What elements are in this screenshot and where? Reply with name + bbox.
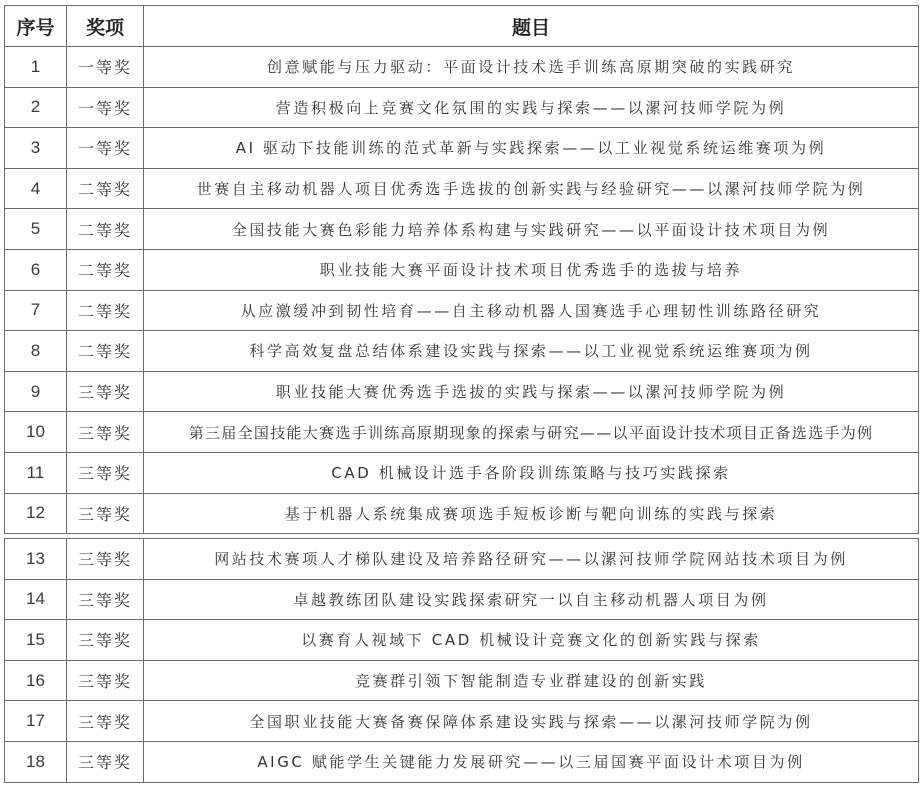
row-index: 10 xyxy=(5,412,67,453)
row-award: 三等奖 xyxy=(67,741,144,782)
table-row xyxy=(5,331,919,372)
row-title: 世赛自主移动机器人项目优秀选手选拔的创新实践与经验研究——以漯河技师学院为例 xyxy=(144,168,919,209)
row-title: 从应激缓冲到韧性培育——自主移动机器人国赛选手心理韧性训练路径研究 xyxy=(144,290,919,331)
header-index: 序号 xyxy=(5,6,67,47)
row-award: 三等奖 xyxy=(67,371,144,412)
row-index: 15 xyxy=(5,620,67,661)
row-title: AI 驱动下技能训练的范式革新与实践探索——以工业视觉系统运维赛项为例 xyxy=(144,128,919,169)
table-row xyxy=(5,741,919,782)
row-title: 全国职业技能大赛备赛保障体系建设实践与探索——以漯河技师学院为例 xyxy=(144,701,919,742)
row-award: 二等奖 xyxy=(67,290,144,331)
row-award: 三等奖 xyxy=(67,620,144,661)
table-row xyxy=(5,168,919,209)
row-index: 5 xyxy=(5,209,67,250)
row-award: 二等奖 xyxy=(67,249,144,290)
row-award: 三等奖 xyxy=(67,660,144,701)
row-title: 职业技能大赛平面设计技术项目优秀选手的选拔与培养 xyxy=(144,249,919,290)
table-row xyxy=(5,493,919,534)
table-row xyxy=(5,701,919,742)
table-row xyxy=(5,47,919,88)
row-award: 一等奖 xyxy=(67,87,144,128)
row-title: 全国技能大赛色彩能力培养体系构建与实践研究——以平面设计技术项目为例 xyxy=(144,209,919,250)
table-row xyxy=(5,620,919,661)
row-award: 三等奖 xyxy=(67,539,144,580)
table-row xyxy=(5,290,919,331)
table-row xyxy=(5,249,919,290)
row-title: AIGC 赋能学生关键能力发展研究——以三届国赛平面设计术项目为例 xyxy=(144,741,919,782)
row-index: 3 xyxy=(5,128,67,169)
row-index: 18 xyxy=(5,741,67,782)
row-award: 三等奖 xyxy=(67,701,144,742)
table-row xyxy=(5,128,919,169)
table-row xyxy=(5,412,919,453)
row-title: CAD 机械设计选手各阶段训练策略与技巧实践探索 xyxy=(144,452,919,493)
row-award: 一等奖 xyxy=(67,128,144,169)
row-title: 科学高效复盘总结体系建设实践与探索——以工业视觉系统运维赛项为例 xyxy=(144,331,919,372)
row-title: 网站技术赛项人才梯队建设及培养路径研究——以漯河技师学院网站技术项目为例 xyxy=(144,539,919,580)
row-award: 三等奖 xyxy=(67,412,144,453)
row-index: 12 xyxy=(5,493,67,534)
row-index: 17 xyxy=(5,701,67,742)
table-row xyxy=(5,209,919,250)
table-row xyxy=(5,87,919,128)
row-title: 营造积极向上竞赛文化氛围的实践与探索——以漯河技师学院为例 xyxy=(144,87,919,128)
row-title: 基于机器人系统集成赛项选手短板诊断与靶向训练的实践与探索 xyxy=(144,493,919,534)
row-index: 8 xyxy=(5,331,67,372)
row-index: 14 xyxy=(5,579,67,620)
row-title: 卓越教练团队建设实践探索研究一以自主移动机器人项目为例 xyxy=(144,579,919,620)
awards-table-part-1 xyxy=(4,5,919,534)
row-index: 7 xyxy=(5,290,67,331)
header-title: 题目 xyxy=(144,6,919,47)
row-index: 16 xyxy=(5,660,67,701)
table-row xyxy=(5,539,919,580)
row-title: 第三届全国技能大赛选手训练高原期现象的探索与研究——以平面设计技术项目正备选选手为例 xyxy=(144,412,919,453)
row-title: 创意赋能与压力驱动：平面设计技术选手训练高原期突破的实践研究 xyxy=(144,47,919,88)
row-award: 二等奖 xyxy=(67,209,144,250)
header-award: 奖项 xyxy=(67,6,144,47)
row-title: 职业技能大赛优秀选手选拔的实践与探索——以漯河技师学院为例 xyxy=(144,371,919,412)
row-award: 三等奖 xyxy=(67,579,144,620)
row-award: 三等奖 xyxy=(67,452,144,493)
row-award: 二等奖 xyxy=(67,168,144,209)
row-award: 三等奖 xyxy=(67,493,144,534)
row-title: 以赛育人视域下 CAD 机械设计竞赛文化的创新实践与探索 xyxy=(144,620,919,661)
table-header-row xyxy=(5,6,919,47)
row-index: 13 xyxy=(5,539,67,580)
table-row xyxy=(5,371,919,412)
row-award: 一等奖 xyxy=(67,47,144,88)
table-row xyxy=(5,452,919,493)
table-row xyxy=(5,660,919,701)
row-index: 4 xyxy=(5,168,67,209)
row-award: 二等奖 xyxy=(67,331,144,372)
row-index: 2 xyxy=(5,87,67,128)
row-index: 9 xyxy=(5,371,67,412)
row-index: 11 xyxy=(5,452,67,493)
row-index: 1 xyxy=(5,47,67,88)
awards-table-part-2 xyxy=(4,538,919,783)
row-title: 竞赛群引领下智能制造专业群建设的创新实践 xyxy=(144,660,919,701)
row-index: 6 xyxy=(5,249,67,290)
table-row xyxy=(5,579,919,620)
